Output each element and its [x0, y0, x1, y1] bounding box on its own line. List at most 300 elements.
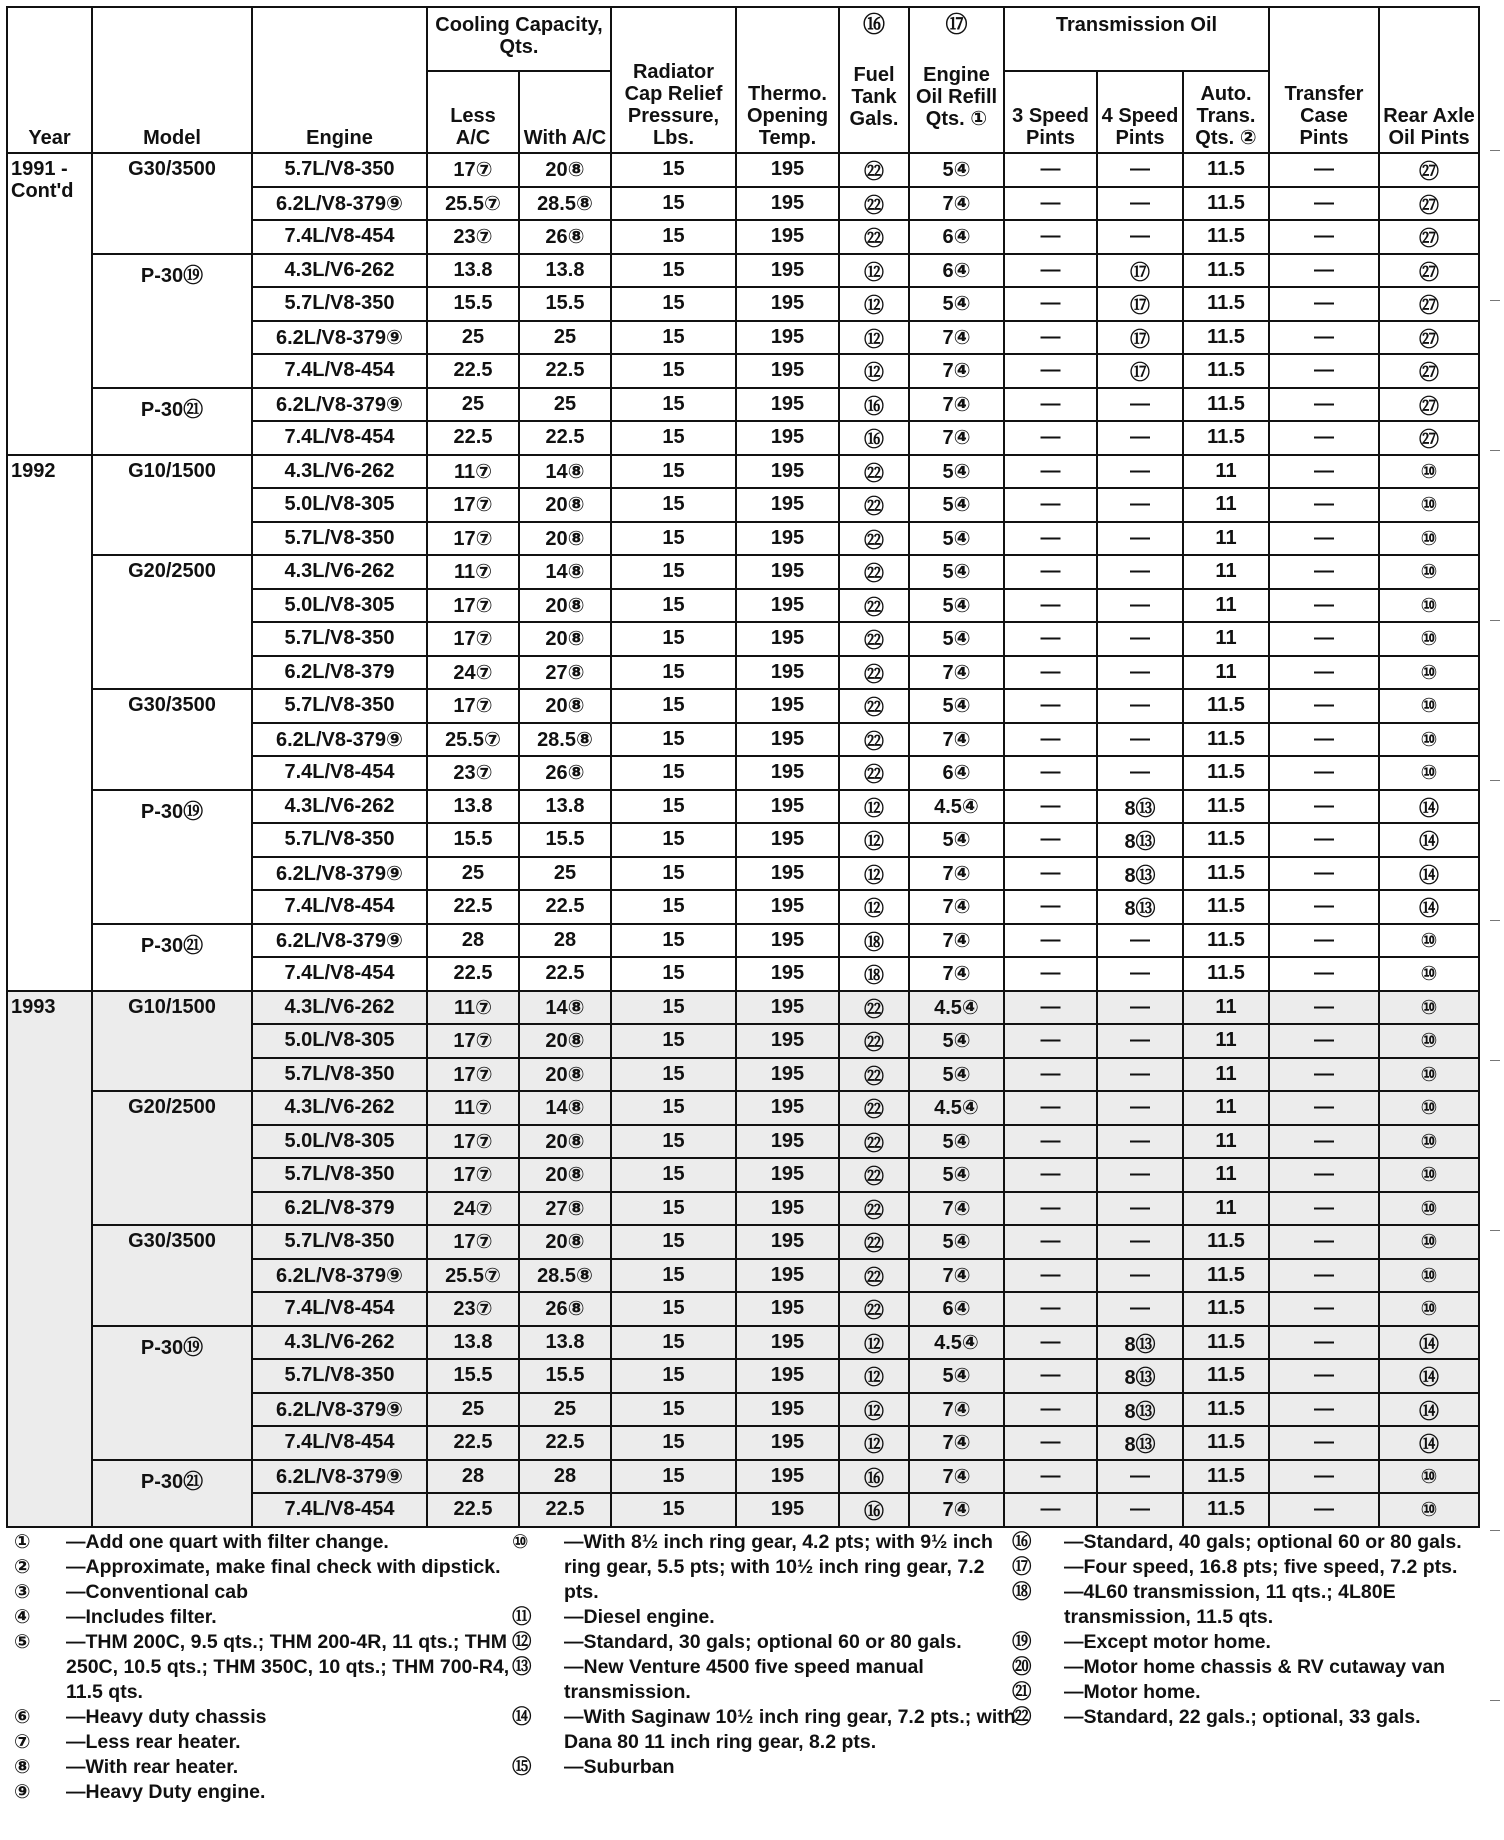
trans-4-speed-cell: ⑰ — [1097, 321, 1183, 355]
year-cell: 1993 — [7, 991, 92, 1527]
rear-axle-cell: ㉗ — [1379, 354, 1479, 388]
thermo-temp-cell: 195 — [736, 756, 839, 790]
radiator-pressure-cell: 15 — [611, 1125, 736, 1159]
engine-cell: 6.2L/V8-379⑨ — [252, 1393, 427, 1427]
engine-cell: 5.0L/V8-305 — [252, 1125, 427, 1159]
transfer-case-cell: — — [1269, 388, 1379, 422]
auto-trans-cell: 11 — [1183, 622, 1269, 656]
footnote-marker: ⑫ — [512, 1631, 532, 1653]
oil-refill-cell: 5④ — [909, 287, 1004, 321]
header-less-ac: Less A/C — [427, 71, 519, 153]
footnote-text: —Heavy duty chassis — [66, 1706, 267, 1728]
specifications-table — [6, 6, 1480, 1528]
transfer-case-cell: — — [1269, 354, 1379, 388]
radiator-pressure-cell: 15 — [611, 488, 736, 522]
oil-refill-cell: 7④ — [909, 388, 1004, 422]
radiator-pressure-cell: 15 — [611, 254, 736, 288]
trans-4-speed-cell: — — [1097, 1460, 1183, 1494]
radiator-pressure-cell: 15 — [611, 756, 736, 790]
transfer-case-cell: — — [1269, 488, 1379, 522]
auto-trans-cell: 11.5 — [1183, 1259, 1269, 1293]
table-row — [7, 1091, 1479, 1125]
transfer-case-cell: — — [1269, 689, 1379, 723]
auto-trans-cell: 11.5 — [1183, 756, 1269, 790]
fuel-tank-cell: ⑫ — [839, 823, 909, 857]
auto-trans-cell: 11.5 — [1183, 1493, 1269, 1527]
thermo-temp-cell: 195 — [736, 1225, 839, 1259]
oil-refill-cell: 7④ — [909, 857, 1004, 891]
thermo-temp-cell: 195 — [736, 455, 839, 489]
rear-axle-cell: ⑭ — [1379, 823, 1479, 857]
thermo-temp-cell: 195 — [736, 1125, 839, 1159]
less-ac-cell: 25 — [427, 321, 519, 355]
engine-cell: 5.7L/V8-350 — [252, 622, 427, 656]
engine-cell: 4.3L/V6-262 — [252, 1326, 427, 1360]
header-auto-trans: Auto. Trans. Qts. ② — [1183, 71, 1269, 153]
radiator-pressure-cell: 15 — [611, 1259, 736, 1293]
engine-cell: 6.2L/V8-379⑨ — [252, 187, 427, 221]
trans-3-speed-cell: — — [1004, 1426, 1097, 1460]
less-ac-cell: 24⑦ — [427, 656, 519, 690]
with-ac-cell: 22.5 — [519, 957, 611, 991]
with-ac-cell: 28 — [519, 1460, 611, 1494]
auto-trans-cell: 11.5 — [1183, 1426, 1269, 1460]
engine-cell: 7.4L/V8-454 — [252, 421, 427, 455]
with-ac-cell: 20⑧ — [519, 1058, 611, 1092]
trans-4-speed-cell: — — [1097, 1024, 1183, 1058]
trans-3-speed-cell: — — [1004, 1493, 1097, 1527]
trans-3-speed-cell: — — [1004, 1091, 1097, 1125]
engine-cell: 7.4L/V8-454 — [252, 890, 427, 924]
trans-3-speed-cell: — — [1004, 1192, 1097, 1226]
margin-tick — [1490, 1530, 1500, 1531]
engine-cell: 5.7L/V8-350 — [252, 287, 427, 321]
thermo-temp-cell: 195 — [736, 823, 839, 857]
rear-axle-cell: ⑩ — [1379, 1024, 1479, 1058]
transfer-case-cell: — — [1269, 1058, 1379, 1092]
footnote-marker: ⑥ — [14, 1706, 31, 1728]
trans-3-speed-cell: — — [1004, 1259, 1097, 1293]
radiator-pressure-cell: 15 — [611, 287, 736, 321]
transfer-case-cell: — — [1269, 1460, 1379, 1494]
with-ac-cell: 20⑧ — [519, 589, 611, 623]
trans-3-speed-cell: — — [1004, 689, 1097, 723]
fuel-tank-cell: ㉒ — [839, 1192, 909, 1226]
radiator-pressure-cell: 15 — [611, 1493, 736, 1527]
engine-cell: 5.7L/V8-350 — [252, 1225, 427, 1259]
oil-refill-cell: 6④ — [909, 220, 1004, 254]
trans-3-speed-cell: — — [1004, 220, 1097, 254]
with-ac-cell: 14⑧ — [519, 455, 611, 489]
oil-refill-cell: 7④ — [909, 187, 1004, 221]
with-ac-cell: 20⑧ — [519, 689, 611, 723]
footnote-marker: ㉑ — [1012, 1681, 1032, 1703]
transfer-case-cell: — — [1269, 187, 1379, 221]
less-ac-cell: 22.5 — [427, 354, 519, 388]
engine-cell: 4.3L/V6-262 — [252, 991, 427, 1025]
thermo-temp-cell: 195 — [736, 1426, 839, 1460]
auto-trans-cell: 11 — [1183, 1058, 1269, 1092]
engine-cell: 6.2L/V8-379⑨ — [252, 723, 427, 757]
auto-trans-cell: 11.5 — [1183, 153, 1269, 187]
engine-cell: 5.0L/V8-305 — [252, 589, 427, 623]
rear-axle-cell: ⑩ — [1379, 924, 1479, 958]
with-ac-cell: 20⑧ — [519, 153, 611, 187]
trans-3-speed-cell: — — [1004, 1292, 1097, 1326]
rear-axle-cell: ⑩ — [1379, 991, 1479, 1025]
auto-trans-cell: 11 — [1183, 1158, 1269, 1192]
oil-refill-cell: 7④ — [909, 957, 1004, 991]
oil-refill-cell: 7④ — [909, 354, 1004, 388]
auto-trans-cell: 11 — [1183, 522, 1269, 556]
fuel-tank-cell: ⑫ — [839, 321, 909, 355]
trans-3-speed-cell: — — [1004, 321, 1097, 355]
footnote-marker: ① — [14, 1531, 31, 1553]
footnote-text: —Standard, 22 gals.; optional, 33 gals. — [1064, 1706, 1421, 1728]
transfer-case-cell: — — [1269, 1259, 1379, 1293]
trans-4-speed-cell: — — [1097, 589, 1183, 623]
thermo-temp-cell: 195 — [736, 1393, 839, 1427]
radiator-pressure-cell: 15 — [611, 991, 736, 1025]
transfer-case-cell: — — [1269, 790, 1379, 824]
footnote-marker: ⑤ — [14, 1631, 31, 1653]
margin-tick — [1490, 150, 1500, 151]
footnote-text: —Four speed, 16.8 pts; five speed, 7.2 pts. — [1064, 1556, 1458, 1578]
rear-axle-cell: ⑩ — [1379, 622, 1479, 656]
fuel-tank-cell: ㉒ — [839, 991, 909, 1025]
transfer-case-cell: — — [1269, 622, 1379, 656]
rear-axle-cell: ⑩ — [1379, 488, 1479, 522]
trans-4-speed-cell: ⑰ — [1097, 354, 1183, 388]
radiator-pressure-cell: 15 — [611, 1058, 736, 1092]
header-oil-cell — [909, 7, 1004, 153]
fuel-tank-cell: ㉒ — [839, 522, 909, 556]
less-ac-cell: 11⑦ — [427, 455, 519, 489]
auto-trans-cell: 11 — [1183, 589, 1269, 623]
auto-trans-cell: 11.5 — [1183, 187, 1269, 221]
footnote-text: —Except motor home. — [1064, 1631, 1271, 1653]
radiator-pressure-cell: 15 — [611, 589, 736, 623]
rear-axle-cell: ⑩ — [1379, 1259, 1479, 1293]
oil-refill-cell: 7④ — [909, 321, 1004, 355]
engine-cell: 6.2L/V8-379⑨ — [252, 857, 427, 891]
footnote-marker: ㉒ — [1012, 1706, 1032, 1728]
trans-4-speed-cell: 8⑬ — [1097, 1359, 1183, 1393]
rear-axle-cell: ⑭ — [1379, 857, 1479, 891]
trans-4-speed-cell: ⑰ — [1097, 254, 1183, 288]
fuel-tank-cell: ⑫ — [839, 1359, 909, 1393]
auto-trans-cell: 11.5 — [1183, 287, 1269, 321]
radiator-pressure-cell: 15 — [611, 1393, 736, 1427]
thermo-temp-cell: 195 — [736, 689, 839, 723]
fuel-tank-cell: ⑱ — [839, 957, 909, 991]
footnote — [512, 1530, 1022, 1605]
table-row — [7, 1326, 1479, 1360]
thermo-temp-cell: 195 — [736, 1058, 839, 1092]
model-cell: G10/1500 — [92, 455, 252, 556]
radiator-pressure-cell: 15 — [611, 187, 736, 221]
footnote-text: —Diesel engine. — [564, 1606, 715, 1628]
trans-3-speed-cell: — — [1004, 1326, 1097, 1360]
engine-cell: 4.3L/V6-262 — [252, 555, 427, 589]
transfer-case-cell: — — [1269, 555, 1379, 589]
footnote — [1012, 1680, 1492, 1705]
less-ac-cell: 13.8 — [427, 1326, 519, 1360]
footnote-text: —Approximate, make final check with dipstick. — [66, 1556, 501, 1578]
trans-4-speed-cell: — — [1097, 1259, 1183, 1293]
trans-3-speed-cell: — — [1004, 421, 1097, 455]
auto-trans-cell: 11 — [1183, 1192, 1269, 1226]
thermo-temp-cell: 195 — [736, 555, 839, 589]
oil-refill-cell: 7④ — [909, 924, 1004, 958]
footnote — [512, 1655, 1022, 1705]
fuel-tank-cell: ㉒ — [839, 1259, 909, 1293]
fuel-tank-cell: ㉒ — [839, 1091, 909, 1125]
transfer-case-cell: — — [1269, 1158, 1379, 1192]
trans-4-speed-cell: 8⑬ — [1097, 823, 1183, 857]
footnote-marker: ⑪ — [512, 1606, 532, 1628]
table-row — [7, 924, 1479, 958]
footnotes-column-2 — [512, 1530, 1022, 1780]
less-ac-cell: 17⑦ — [427, 522, 519, 556]
less-ac-cell: 17⑦ — [427, 622, 519, 656]
footnote-marker: ⑨ — [14, 1781, 31, 1803]
footnote-text: —With rear heater. — [66, 1756, 239, 1778]
fuel-tank-cell: ⑫ — [839, 287, 909, 321]
oil-refill-cell: 5④ — [909, 488, 1004, 522]
auto-trans-cell: 11.5 — [1183, 1292, 1269, 1326]
with-ac-cell: 20⑧ — [519, 1225, 611, 1259]
thermo-temp-cell: 195 — [736, 890, 839, 924]
with-ac-cell: 20⑧ — [519, 488, 611, 522]
engine-cell: 6.2L/V8-379⑨ — [252, 924, 427, 958]
footnote-text: —Conventional cab — [66, 1581, 249, 1603]
rear-axle-cell: ㉗ — [1379, 220, 1479, 254]
trans-4-speed-cell: 8⑬ — [1097, 857, 1183, 891]
trans-4-speed-cell: 8⑬ — [1097, 890, 1183, 924]
engine-cell: 4.3L/V6-262 — [252, 254, 427, 288]
trans-4-speed-cell: 8⑬ — [1097, 790, 1183, 824]
fuel-tank-cell: ⑫ — [839, 857, 909, 891]
thermo-temp-cell: 195 — [736, 991, 839, 1025]
table-header — [7, 7, 1479, 153]
rear-axle-cell: ⑩ — [1379, 756, 1479, 790]
fuel-tank-cell: ⑯ — [839, 1460, 909, 1494]
margin-tick — [1490, 620, 1500, 621]
thermo-temp-cell: 195 — [736, 656, 839, 690]
oil-refill-cell: 7④ — [909, 1192, 1004, 1226]
footnote — [1012, 1530, 1492, 1555]
with-ac-cell: 20⑧ — [519, 1125, 611, 1159]
trans-3-speed-cell: — — [1004, 790, 1097, 824]
rear-axle-cell: ⑩ — [1379, 1292, 1479, 1326]
trans-4-speed-cell: — — [1097, 388, 1183, 422]
header-engine: Engine — [252, 7, 427, 153]
engine-cell: 7.4L/V8-454 — [252, 1426, 427, 1460]
model-cell: G20/2500 — [92, 555, 252, 689]
table-row — [7, 555, 1479, 589]
table-row — [7, 388, 1479, 422]
less-ac-cell: 23⑦ — [427, 1292, 519, 1326]
table-row — [7, 254, 1479, 288]
footnote-marker: ⑭ — [512, 1706, 532, 1728]
header-fuel: Fuel Tank Gals. — [849, 64, 899, 130]
less-ac-cell: 25 — [427, 1393, 519, 1427]
radiator-pressure-cell: 15 — [611, 1326, 736, 1360]
footnotes-column-3 — [1012, 1530, 1492, 1730]
header-thermo: Thermo. Opening Temp. — [736, 7, 839, 153]
less-ac-cell: 22.5 — [427, 957, 519, 991]
trans-3-speed-cell: — — [1004, 522, 1097, 556]
oil-refill-cell: 5④ — [909, 823, 1004, 857]
rear-axle-cell: ⑭ — [1379, 1393, 1479, 1427]
trans-4-speed-cell: — — [1097, 455, 1183, 489]
radiator-pressure-cell: 15 — [611, 689, 736, 723]
rear-axle-cell: ⑩ — [1379, 1493, 1479, 1527]
model-cell: G30/3500 — [92, 153, 252, 254]
radiator-pressure-cell: 15 — [611, 823, 736, 857]
oil-refill-cell: 6④ — [909, 756, 1004, 790]
footnote — [14, 1555, 514, 1580]
auto-trans-cell: 11.5 — [1183, 388, 1269, 422]
rear-axle-cell: ⑩ — [1379, 555, 1479, 589]
thermo-temp-cell: 195 — [736, 1493, 839, 1527]
trans-3-speed-cell: — — [1004, 488, 1097, 522]
header-with-ac: With A/C — [519, 71, 611, 153]
auto-trans-cell: 11.5 — [1183, 1359, 1269, 1393]
header-year: Year — [7, 7, 92, 153]
trans-4-speed-cell: — — [1097, 723, 1183, 757]
rear-axle-cell: ⑩ — [1379, 1225, 1479, 1259]
trans-4-speed-cell: — — [1097, 924, 1183, 958]
trans-3-speed-cell: — — [1004, 756, 1097, 790]
transfer-case-cell: — — [1269, 1292, 1379, 1326]
table-row — [7, 1460, 1479, 1494]
table-row — [7, 1225, 1479, 1259]
header-fuel-footnote-mark: ⑯ — [862, 12, 885, 37]
with-ac-cell: 14⑧ — [519, 555, 611, 589]
fuel-tank-cell: ㉒ — [839, 1158, 909, 1192]
trans-3-speed-cell: — — [1004, 957, 1097, 991]
with-ac-cell: 14⑧ — [519, 1091, 611, 1125]
trans-3-speed-cell: — — [1004, 622, 1097, 656]
trans-3-speed-cell: — — [1004, 388, 1097, 422]
rear-axle-cell: ㉗ — [1379, 254, 1479, 288]
fuel-tank-cell: ㉒ — [839, 589, 909, 623]
with-ac-cell: 25 — [519, 388, 611, 422]
radiator-pressure-cell: 15 — [611, 656, 736, 690]
footnote — [512, 1605, 1022, 1630]
trans-4-speed-cell: — — [1097, 1158, 1183, 1192]
thermo-temp-cell: 195 — [736, 589, 839, 623]
oil-refill-cell: 7④ — [909, 1426, 1004, 1460]
thermo-temp-cell: 195 — [736, 1024, 839, 1058]
fuel-tank-cell: ㉒ — [839, 1292, 909, 1326]
with-ac-cell: 15.5 — [519, 823, 611, 857]
header-transfer: Transfer Case Pints — [1269, 7, 1379, 153]
fuel-tank-cell: ⑫ — [839, 890, 909, 924]
footnote — [1012, 1630, 1492, 1655]
transfer-case-cell: — — [1269, 1192, 1379, 1226]
model-cell: G10/1500 — [92, 991, 252, 1092]
fuel-tank-cell: ⑱ — [839, 924, 909, 958]
rear-axle-cell: ㉗ — [1379, 321, 1479, 355]
engine-cell: 5.0L/V8-305 — [252, 1024, 427, 1058]
trans-4-speed-cell: 8⑬ — [1097, 1326, 1183, 1360]
radiator-pressure-cell: 15 — [611, 220, 736, 254]
less-ac-cell: 28 — [427, 924, 519, 958]
thermo-temp-cell: 195 — [736, 723, 839, 757]
trans-3-speed-cell: — — [1004, 1024, 1097, 1058]
engine-cell: 7.4L/V8-454 — [252, 1292, 427, 1326]
less-ac-cell: 13.8 — [427, 254, 519, 288]
with-ac-cell: 26⑧ — [519, 756, 611, 790]
engine-cell: 6.2L/V8-379 — [252, 656, 427, 690]
less-ac-cell: 22.5 — [427, 421, 519, 455]
trans-4-speed-cell: — — [1097, 421, 1183, 455]
auto-trans-cell: 11.5 — [1183, 354, 1269, 388]
auto-trans-cell: 11.5 — [1183, 689, 1269, 723]
auto-trans-cell: 11.5 — [1183, 957, 1269, 991]
year-cell: 1991 -Cont'd — [7, 153, 92, 455]
radiator-pressure-cell: 15 — [611, 1359, 736, 1393]
year-cell: 1992 — [7, 455, 92, 991]
with-ac-cell: 28.5⑧ — [519, 187, 611, 221]
trans-4-speed-cell: — — [1097, 991, 1183, 1025]
trans-4-speed-cell: — — [1097, 957, 1183, 991]
header-model: Model — [92, 7, 252, 153]
auto-trans-cell: 11.5 — [1183, 1225, 1269, 1259]
radiator-pressure-cell: 15 — [611, 924, 736, 958]
thermo-temp-cell: 195 — [736, 1259, 839, 1293]
rear-axle-cell: ⑩ — [1379, 656, 1479, 690]
engine-cell: 7.4L/V8-454 — [252, 756, 427, 790]
footnote-text: —With 8½ inch ring gear, 4.2 pts; with 9½ inch ring gear, 5.5 pts; with 10½ inch ring gear, 7.2 pts. — [564, 1531, 993, 1603]
trans-3-speed-cell: — — [1004, 354, 1097, 388]
less-ac-cell: 17⑦ — [427, 1058, 519, 1092]
transfer-case-cell: — — [1269, 589, 1379, 623]
thermo-temp-cell: 195 — [736, 187, 839, 221]
radiator-pressure-cell: 15 — [611, 857, 736, 891]
table-row — [7, 790, 1479, 824]
transfer-case-cell: — — [1269, 522, 1379, 556]
rear-axle-cell: ⑭ — [1379, 890, 1479, 924]
auto-trans-cell: 11.5 — [1183, 823, 1269, 857]
auto-trans-cell: 11.5 — [1183, 924, 1269, 958]
trans-4-speed-cell: — — [1097, 1192, 1183, 1226]
footnote — [512, 1705, 1022, 1755]
trans-4-speed-cell: — — [1097, 522, 1183, 556]
trans-4-speed-cell: — — [1097, 689, 1183, 723]
rear-axle-cell: ㉗ — [1379, 287, 1479, 321]
oil-refill-cell: 5④ — [909, 1125, 1004, 1159]
trans-3-speed-cell: — — [1004, 656, 1097, 690]
trans-3-speed-cell: — — [1004, 890, 1097, 924]
table-row — [7, 689, 1479, 723]
oil-refill-cell: 7④ — [909, 1460, 1004, 1494]
thermo-temp-cell: 195 — [736, 421, 839, 455]
radiator-pressure-cell: 15 — [611, 1225, 736, 1259]
footnote-text: —Standard, 30 gals; optional 60 or 80 gals. — [564, 1631, 962, 1653]
auto-trans-cell: 11 — [1183, 455, 1269, 489]
trans-3-speed-cell: — — [1004, 723, 1097, 757]
with-ac-cell: 13.8 — [519, 790, 611, 824]
oil-refill-cell: 5④ — [909, 622, 1004, 656]
fuel-tank-cell: ⑯ — [839, 1493, 909, 1527]
footnote-text: —Motor home chassis & RV cutaway van — [1064, 1656, 1446, 1678]
with-ac-cell: 20⑧ — [519, 1024, 611, 1058]
header-transmission-oil: Transmission Oil — [1004, 7, 1269, 71]
